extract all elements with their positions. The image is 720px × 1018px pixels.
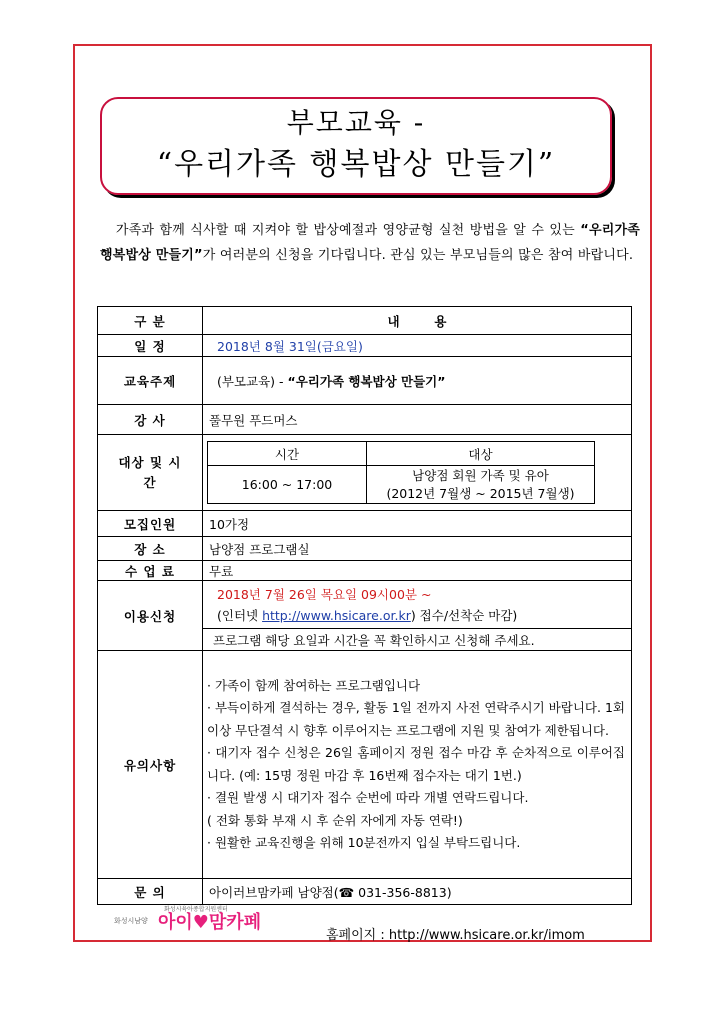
topic-value: “우리가족 행복밥상 만들기” bbox=[287, 373, 446, 389]
note-item: ( 전화 통화 부재 시 후 순위 자에게 자동 연락!) bbox=[207, 812, 463, 828]
contact-label: 문 의 bbox=[98, 879, 203, 905]
col-target-header: 대상 bbox=[367, 442, 595, 466]
fee-value: 무료 bbox=[203, 561, 632, 581]
target-row bbox=[98, 435, 632, 511]
contact-row bbox=[98, 879, 632, 905]
header-content: 내 용 bbox=[203, 307, 632, 335]
title-line2: “우리가족 행복밥상 만들기” bbox=[156, 147, 556, 182]
logo-side-text: 화성시남양 bbox=[114, 917, 148, 925]
place-label: 장 소 bbox=[98, 537, 203, 561]
imom-cafe-logo bbox=[114, 904, 319, 934]
apply-line1: 2018년 7월 26일 목요일 09시00분 ~ bbox=[217, 586, 432, 602]
topic-cell bbox=[203, 357, 632, 405]
apply-line2-suffix: ) 접수/선착순 마감) bbox=[410, 607, 518, 623]
lecturer-label: 강 사 bbox=[98, 405, 203, 435]
apply-note: 프로그램 해당 요일과 시간을 꼭 확인하시고 신청해 주세요. bbox=[203, 629, 632, 651]
place-value: 남양점 프로그램실 bbox=[203, 537, 632, 561]
info-table bbox=[97, 306, 632, 905]
intro-bold-title: “우리가족 행복밥상 만들기” bbox=[100, 223, 640, 263]
apply-row bbox=[98, 581, 632, 629]
intro-text-2: 가 여러분의 신청을 기다립니다. 관심 있는 부모님들의 많은 참여 바랍니다. bbox=[202, 248, 634, 263]
target-value-cell bbox=[367, 466, 595, 504]
fee-row bbox=[98, 561, 632, 581]
topic-prefix: (부모교육) - bbox=[217, 373, 288, 389]
lecturer-row bbox=[98, 405, 632, 435]
target-inner-table bbox=[207, 441, 595, 504]
notes-label: 유의사항 bbox=[98, 651, 203, 879]
col-time-header: 시간 bbox=[208, 442, 367, 466]
topic-label: 교육주제 bbox=[98, 357, 203, 405]
contact-value: 아이러브맘카페 남양점(☎ 031-356-8813) bbox=[203, 879, 632, 905]
header-label: 구 분 bbox=[98, 307, 203, 335]
lecturer-value: 풀무원 푸드머스 bbox=[203, 405, 632, 435]
capacity-value: 10가정 bbox=[203, 511, 632, 537]
fee-label: 수 업 료 bbox=[98, 561, 203, 581]
notes-row bbox=[98, 651, 632, 879]
target-line1: 남양점 회원 가족 및 유아 bbox=[412, 467, 549, 483]
date-row bbox=[98, 335, 632, 357]
topic-row bbox=[98, 357, 632, 405]
capacity-row bbox=[98, 511, 632, 537]
target-cell bbox=[203, 435, 632, 511]
apply-cell bbox=[203, 581, 632, 629]
note-item: · 가족이 함께 참여하는 프로그램입니다 bbox=[207, 677, 421, 693]
place-row bbox=[98, 537, 632, 561]
note-item: · 결원 발생 시 대기자 접수 순번에 따라 개별 연락드립니다. bbox=[207, 790, 529, 805]
notes-cell bbox=[203, 651, 632, 879]
note-item: · 부득이하게 결석하는 경우, 활동 1일 전까지 사전 연락주시기 바랍니다. 1회 이상 무단결석 시 향후 이루어지는 프로그램에 지원 및 참여가 제한됩니다. bbox=[207, 700, 625, 738]
target-label: 대상 및 시간 bbox=[98, 435, 203, 511]
target-line2: (2012년 7월생 ~ 2015년 7월생) bbox=[386, 485, 575, 501]
logo-main-text: 아이♥맘카페 bbox=[158, 912, 262, 933]
homepage-text: 홈페이지 : http://www.hsicare.or.kr/imom bbox=[326, 928, 585, 943]
note-item: · 대기자 접수 신청은 26일 홈페이지 정원 접수 마감 후 순차적으로 이루어집니다. (예: 15명 정원 마감 후 16번째 접수자는 대기 1번.) bbox=[207, 745, 625, 783]
apply-label: 이용신청 bbox=[98, 581, 203, 651]
title-line1: 부모교육 - bbox=[286, 106, 426, 139]
date-value: 2018년 8월 31일(금요일) bbox=[203, 335, 632, 357]
logo-org-text: 화성시육아종합지원센터 bbox=[164, 906, 228, 913]
date-label: 일 정 bbox=[98, 335, 203, 357]
table-header-row bbox=[98, 307, 632, 335]
note-item: · 원활한 교육진행을 위해 10분전까지 입실 부탁드립니다. bbox=[207, 835, 521, 850]
apply-link[interactable]: http://www.hsicare.or.kr bbox=[262, 607, 411, 623]
capacity-label: 모집인원 bbox=[98, 511, 203, 537]
time-value: 16:00 ~ 17:00 bbox=[208, 466, 367, 504]
intro-text-1: 가족과 함께 식사할 때 지켜야 할 밥상예절과 영양균형 실천 방법을 알 수 있는 bbox=[115, 223, 575, 238]
intro-paragraph bbox=[100, 218, 640, 268]
apply-line2-prefix: (인터넷 bbox=[217, 607, 263, 623]
title-box bbox=[100, 97, 612, 195]
apply-line2 bbox=[217, 605, 625, 626]
